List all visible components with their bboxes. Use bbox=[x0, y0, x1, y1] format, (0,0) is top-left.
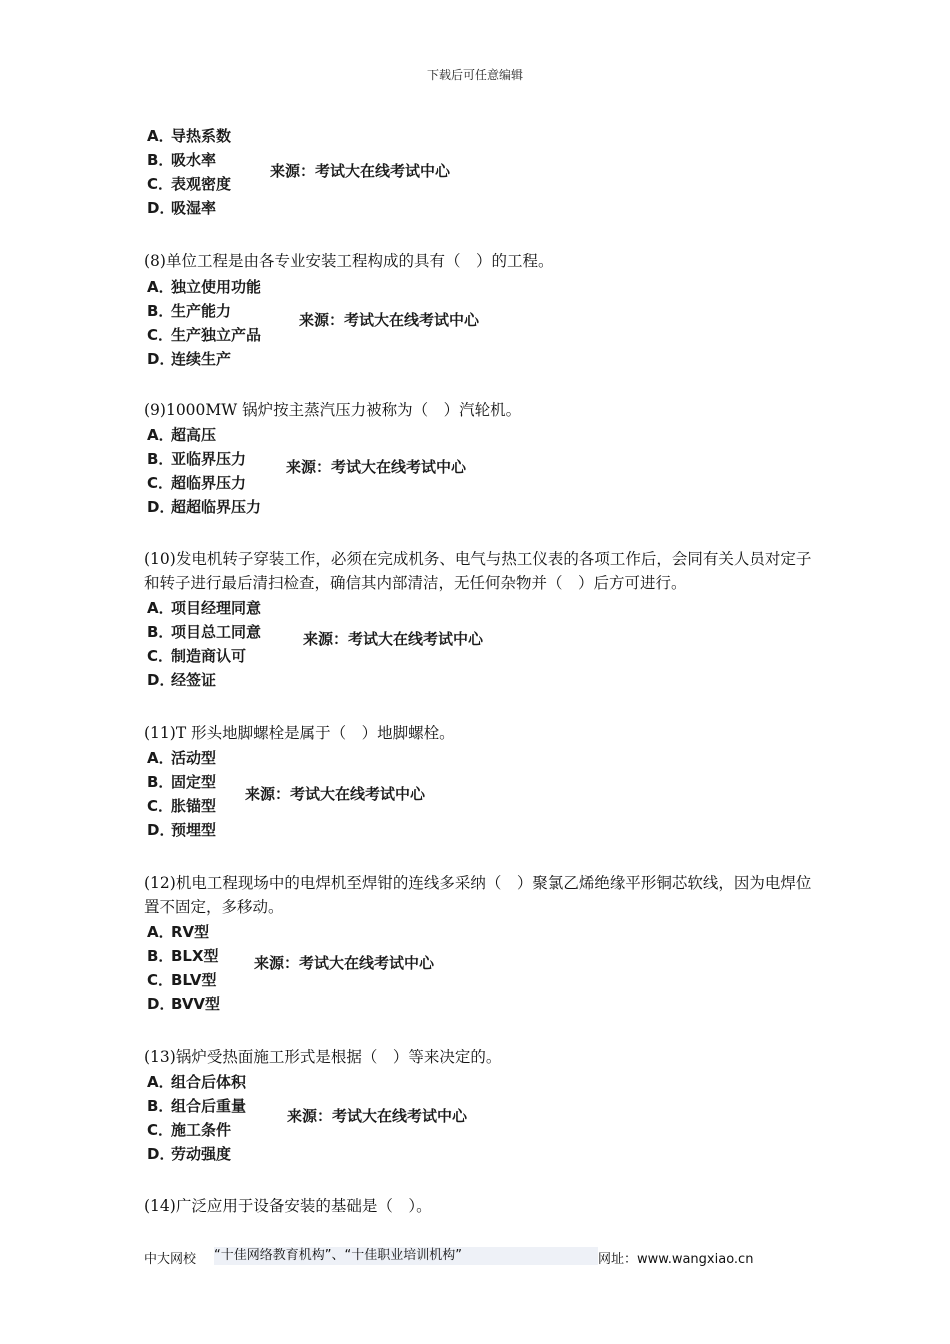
header-note: 下载后可任意编辑 bbox=[426, 68, 523, 82]
option-a: A．RV型 bbox=[147, 923, 210, 941]
question-stem-11: (11)T 形头地脚螺栓是属于（ ）地脚螺栓。 bbox=[144, 724, 455, 742]
source-label: 来源：考试大在线考试中心 bbox=[286, 458, 467, 476]
option-d: D．连续生产 bbox=[147, 350, 232, 368]
page-footer bbox=[144, 1248, 754, 1267]
footer-site: 网址：www.wangxiao.cn bbox=[598, 1252, 754, 1267]
option-list bbox=[147, 596, 261, 692]
source-label: 来源：考试大在线考试中心 bbox=[299, 311, 480, 329]
footer-slogan: “十佳网络教育机构”、“十佳职业培训机构” bbox=[214, 1247, 598, 1265]
option-c: C．生产独立产品 bbox=[147, 326, 262, 344]
option-c: C．胀锚型 bbox=[147, 797, 217, 815]
option-c: C．表观密度 bbox=[147, 175, 232, 193]
option-list bbox=[147, 275, 261, 371]
footer-school: 中大网校 bbox=[144, 1252, 197, 1267]
option-a: A．超高压 bbox=[147, 426, 217, 444]
option-b: B．项目总工同意 bbox=[147, 623, 262, 641]
question-stem-8: (8)单位工程是由各专业安装工程构成的具有（ ）的工程。 bbox=[144, 252, 554, 270]
option-d: D．吸湿率 bbox=[147, 199, 217, 217]
option-d: D．BVV型 bbox=[147, 995, 221, 1013]
option-c: C．施工条件 bbox=[147, 1121, 232, 1139]
source-label: 来源：考试大在线考试中心 bbox=[303, 630, 484, 648]
option-list bbox=[147, 746, 216, 842]
option-a: A．独立使用功能 bbox=[147, 278, 262, 296]
option-c: C．制造商认可 bbox=[147, 647, 247, 665]
option-b: B．亚临界压力 bbox=[147, 450, 247, 468]
option-a: A．组合后体积 bbox=[147, 1073, 247, 1091]
question-stem-12: (12)机电工程现场中的电焊机至焊钳的连线多采纳（ ）聚氯乙烯绝缘平形铜芯软线，因为电焊位置不固定，多移动。 bbox=[144, 874, 812, 916]
option-b: B．固定型 bbox=[147, 773, 217, 791]
option-c: C．BLV型 bbox=[147, 971, 217, 989]
option-list bbox=[147, 920, 220, 1016]
option-d: D．超超临界压力 bbox=[147, 498, 262, 516]
option-b: B．BLX型 bbox=[147, 947, 219, 965]
source-label: 来源：考试大在线考试中心 bbox=[254, 954, 435, 972]
question-stem-10: (10)发电机转子穿装工作，必须在完成机务、电气与热工仪表的各项工作后，会同有关人员对定子和转子进行最后清扫检查，确信其内部清洁，无任何杂物并（ ）后方可进行。 bbox=[144, 550, 812, 592]
option-a: A．导热系数 bbox=[147, 127, 232, 145]
option-list bbox=[147, 1070, 246, 1166]
option-list bbox=[147, 124, 231, 220]
option-b: B．生产能力 bbox=[147, 302, 232, 320]
source-label: 来源：考试大在线考试中心 bbox=[287, 1107, 468, 1125]
option-a: A．活动型 bbox=[147, 749, 217, 767]
option-list bbox=[147, 423, 261, 519]
option-d: D．经签证 bbox=[147, 671, 217, 689]
option-a: A．项目经理同意 bbox=[147, 599, 262, 617]
option-b: B．吸水率 bbox=[147, 151, 217, 169]
question-stem-13: (13)锅炉受热面施工形式是根据（ ）等来决定的。 bbox=[144, 1048, 502, 1066]
option-c: C．超临界压力 bbox=[147, 474, 247, 492]
option-b: B．组合后重量 bbox=[147, 1097, 247, 1115]
question-stem-9: (9)1000MW 锅炉按主蒸汽压力被称为（ ）汽轮机。 bbox=[144, 401, 522, 419]
source-label: 来源：考试大在线考试中心 bbox=[245, 785, 426, 803]
option-d: D．预埋型 bbox=[147, 821, 217, 839]
question-stem-14: (14)广泛应用于设备安装的基础是（ ）。 bbox=[144, 1197, 432, 1215]
source-label: 来源：考试大在线考试中心 bbox=[270, 162, 451, 180]
option-d: D．劳动强度 bbox=[147, 1145, 232, 1163]
